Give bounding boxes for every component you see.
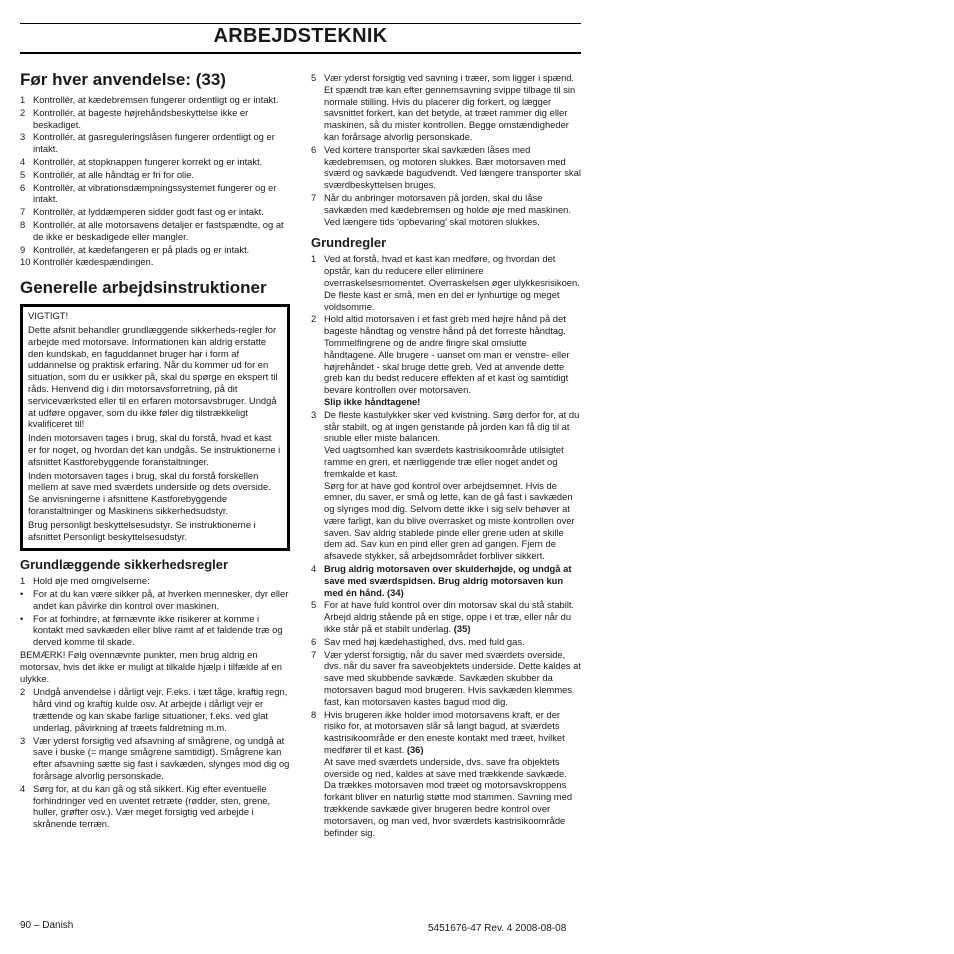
header-rule-top xyxy=(20,23,581,24)
left-column xyxy=(20,70,290,831)
list-item xyxy=(20,169,290,181)
list-text: Hold øje med omgivelserne: xyxy=(33,575,150,587)
section-title-basic-safety: Grundlæggende sikkerhedsregler xyxy=(20,557,229,573)
list-text: Kontrollér, at bageste højrehåndsbeskyttelse ikke er beskadiget. xyxy=(33,106,249,130)
list-number: 3 xyxy=(20,734,26,746)
list-text: Vær yderst forsigtig ved savning i træer, som ligger i spænd. Et spændt træ kan efter gennemsavning svippe tilbage til sin normale stilling. Hvis du placerer dig forkert, og lægger savsnittet forkert, kan det betyde, at træet rammer dig eller maskinen, så du mister kontrollen. Begge omstændigheder kan forårsage alvorlig personskade. xyxy=(324,72,576,142)
figure-ref: (36) xyxy=(406,744,424,756)
list-text: Vær yderst forsigtig, når du saver med sværdets overside, dvs. når du saver fra saveobjektets underside. Dette kaldes at save med skubbende savkæde. Savkæden skubber da motorsaven bagud mod brugeren. Hvis savkæden klemmes fast, kan motorsaven kastes bagud mod dig. xyxy=(324,648,581,707)
list-item xyxy=(20,182,290,206)
list-item xyxy=(311,144,581,191)
list-text: Kontrollér, at gasreguleringslåsen fungerer ordentligt og er intakt. xyxy=(33,131,275,155)
list-item xyxy=(311,72,581,143)
section-title-before-use: Før hver anvendelse: (33) xyxy=(20,70,226,89)
list-number: 5 xyxy=(311,72,317,83)
list-number: 2 xyxy=(311,313,317,325)
bullet-item xyxy=(20,588,290,612)
list-item xyxy=(311,709,581,839)
list-text: For at have fuld kontrol over din motorsav skal du stå stabilt. Arbejd aldrig stående på en stige, oppe i et træ, eller når du ikke står på et stabilt underlag. xyxy=(324,599,575,635)
list-number: 6 xyxy=(311,143,317,155)
list-item xyxy=(20,686,290,733)
list-item xyxy=(311,649,581,708)
list-number: 1 xyxy=(311,253,317,265)
bullet-text: For at du kan være sikker på, at hverken mennesker, dyr eller andet kan påvirke din kontrol over maskinen. xyxy=(33,588,289,611)
list-item xyxy=(20,94,290,106)
page-number: 90 – Danish xyxy=(20,920,74,931)
list-number: 2 xyxy=(20,106,26,118)
list-text: Undgå anvendelse i dårligt vejr. F.eks. i tæt tåge, kraftig regn, hård vind og kraftig kulde osv. At arbejde i dårligt vejr er trættende og kan skabe farlige situationer, f.eks. ved glat underlag, påvirkning af træets faldretning m.m. xyxy=(33,686,288,733)
list-number: 8 xyxy=(20,218,26,230)
page-title: ARBEJDSTEKNIK xyxy=(213,25,388,47)
list-number: 2 xyxy=(20,686,26,698)
list-item xyxy=(311,599,581,634)
list-item xyxy=(20,131,290,155)
document-reference: 5451676-47 Rev. 4 2008-08-08 xyxy=(428,923,567,934)
list-text: Kontrollér kædespændingen. xyxy=(33,256,154,268)
list-text: Hvis brugeren ikke holder imod motorsavens kraft, er der risiko for, at motorsaven slår så langt bagud, at sværdets kastrisikoområde er den eneste kontakt med træet, hvilket medfører til et kast. xyxy=(324,708,565,756)
list-number: 1 xyxy=(20,94,26,105)
notice-paragraph: Inden motorsaven tages i brug, skal du forstå, hvad et kast er for noget, og hvordan det kan undgås. Se instruktionerne i afsnittet Kastforebyggende foranstaltninger. xyxy=(28,432,281,467)
important-notice-box xyxy=(20,304,290,551)
list-number: 4 xyxy=(20,782,26,794)
list-text: Kontrollér, at lyddæmperen sidder godt fast og er intakt. xyxy=(33,206,264,218)
notice-paragraph: Inden motorsaven tages i brug, skal du forstå forskellen mellem at save med sværdets underside og dets overside. Se anvisningerne i afsnittene Kastforebyggende foranstaltninger og Maskinens sikkerhedsudstyr. xyxy=(28,469,271,516)
bullet-icon: • xyxy=(20,612,24,624)
section-title-basic-rules: Grundregler xyxy=(311,235,387,251)
header-rule-bottom xyxy=(20,52,581,54)
list-item xyxy=(311,636,581,648)
list-text: Kontrollér, at alle håndtag er fri for olie. xyxy=(33,168,195,180)
list-number: 8 xyxy=(311,708,317,720)
list-continuation: Sørg for at have god kontrol over arbejdsemnet. Hvis de emner, du saver, er små og lette, kan de gå fast i savkæden og slynges mod dig. Selvom dette ikke i sig selv behøver at være farligt, kan du blive overrasket og miste kontrollen over saven. Sav aldrig stablede pinde eller grene uden at skille dem ad. Sav kun en pind eller gren ad gangen. Fjern de afsavede stykker, så arbejdsområdet forbliver sikkert. xyxy=(324,479,575,562)
list-item xyxy=(311,409,581,562)
list-number: 7 xyxy=(311,191,317,203)
list-item xyxy=(20,244,290,256)
list-continuation: At save med sværdets underside, dvs. save fra objektets overside og ned, kaldes at save med trækkende savkæde. Da trækkes motorsaven mod træet og motorsavskroppens forkant bliver en naturlig støtte mod stammen. Savning med trækkende savkæde giver brugeren bedre kontrol over motorsaven, og man ved, hvor sværdets kastrisikoområde befinder sig. xyxy=(324,755,573,838)
list-number: 7 xyxy=(20,206,26,218)
list-continuation: Ved uagtsomhed kan sværdets kastrisikoområde utilsigtet ramme en gren, et nærliggende træ eller noget andet og fremkalde et kast. xyxy=(324,444,564,479)
list-text: Kontrollér, at stopknappen fungerer korrekt og er intakt. xyxy=(33,155,263,167)
list-item xyxy=(311,313,581,407)
list-number: 1 xyxy=(20,575,26,587)
list-text: Når du anbringer motorsaven på jorden, skal du låse savkæden med kædebremsen og holde øje med maskinen. Ved længere tids 'opbevaring' skal motoren slukkes. xyxy=(324,191,572,227)
bullet-text: For at forhindre, at førnævnte ikke risikerer at komme i kontakt med savkæden eller blive ramt af et faldende træ og derved komme til skade. xyxy=(33,612,283,648)
list-item xyxy=(20,156,290,168)
list-item xyxy=(311,192,581,227)
list-text: De fleste kastulykker sker ved kvistning. Sørg derfor for, at du står stabilt, og at ingen genstande på jorden kan få dig til at snuble eller miste balancen. xyxy=(324,408,580,444)
checklist xyxy=(20,94,290,268)
list-number: 5 xyxy=(311,599,317,611)
list-text: Kontrollér, at vibrationsdæmpningssystemet fungerer og er intakt. xyxy=(33,181,277,205)
list-number: 4 xyxy=(20,155,26,167)
list-number: 10 xyxy=(20,256,31,268)
list-number: 3 xyxy=(311,408,317,420)
list-number: 3 xyxy=(20,131,26,143)
list-text: Ved at forstå, hvad et kast kan medføre, og hvordan det opstår, kan du reducere eller eliminere overraskelsesmomentet. Overraskelsen øger ulykkesrisikoen. De fleste kast er små, men en del er lynhurtige og meget voldsomme. xyxy=(324,253,580,312)
notice-heading: VIGTIGT! xyxy=(28,310,69,322)
list-text: Kontrollér, at kædefangeren er på plads og er intakt. xyxy=(33,243,250,255)
section-title-general-instructions: Generelle arbejdsinstruktioner xyxy=(20,278,267,298)
list-number: 6 xyxy=(20,181,26,193)
list-item xyxy=(20,219,290,243)
list-number: 4 xyxy=(311,563,317,575)
list-item xyxy=(20,256,290,268)
list-number: 5 xyxy=(20,168,26,180)
list-item xyxy=(311,253,581,312)
list-text: Vær yderst forsigtig ved afsavning af smågrene, og undgå at save i buske (= mange smågrene samtidigt). Smågrene kan efter afsavning sætte sig fast i savkæden, slynges mod dig og forårsage alvorlig personskade. xyxy=(33,734,290,782)
list-item xyxy=(20,575,290,587)
list-text: Kontrollér, at kædebremsen fungerer ordentligt og er intakt. xyxy=(33,94,279,105)
note-paragraph: BEMÆRK! Følg ovennævnte punkter, men brug aldrig en motorsav, hvis det ikke er muligt at tilkalde hjælp i tilfælde af en ulykke. xyxy=(20,649,282,684)
list-item xyxy=(20,206,290,218)
list-item xyxy=(311,563,581,598)
bullet-icon: • xyxy=(20,588,24,600)
right-column xyxy=(311,72,581,839)
list-item xyxy=(20,107,290,131)
list-number: 6 xyxy=(311,635,317,647)
list-text: Ved kortere transporter skal savkæden låses med kædebremsen, og motoren slukkes. Bær motorsaven med sværd og savkæde bagudvendt. Ved længere transporter skal sværdbeskyttelsen bruges. xyxy=(324,143,581,191)
figure-ref: (35) xyxy=(453,623,471,635)
notice-paragraph: Dette afsnit behandler grundlæggende sikkerheds-regler for arbejde med motorsave. Informationen kan aldrig erstatte den kundskab, en faguddannet bruger har i form af uddannelse og praktisk erfaring. Når du kommer ud for en situation, som du er usikker på, skal du spørge en ekspert til råds. Henvend dig i din motorsavsforretning, på dit serviceværksted eller til en erfaren motorsavsbruger. Undgå at udføre opgaver, som du ikke føler dig tilstrækkeligt kvalificeret til! xyxy=(28,323,278,430)
list-item xyxy=(20,783,290,830)
bullet-item xyxy=(20,613,290,648)
list-number: 9 xyxy=(20,243,26,255)
list-text: Kontrollér, at alle motorsavens detaljer er fastspændte, og at de ikke er beskadigede eller mangler. xyxy=(33,218,284,242)
list-emphasis: Brug aldrig motorsaven over skulderhøjde, og undgå at save med sværdspidsen. Brug aldrig motorsaven kun med én hånd. (34) xyxy=(324,563,572,598)
list-text: Sav med høj kædehastighed, dvs. med fuld gas. xyxy=(324,635,525,647)
notice-paragraph: Brug personligt beskyttelsesudstyr. Se instruktionerne i afsnittet Personligt beskyttelsesudstyr. xyxy=(28,518,256,542)
list-emphasis: Slip ikke håndtagene! xyxy=(324,395,421,407)
list-text: Sørg for, at du kan gå og stå sikkert. Kig efter eventuelle forhindringer ved en uventet retræte (rødder, sten, grene, huller, grøfter osv.). Vær meget forsigtig ved arbejde i skrånende terræn. xyxy=(33,782,271,830)
list-item xyxy=(20,735,290,782)
list-number: 7 xyxy=(311,648,317,660)
list-text: Hold altid motorsaven i et fast greb med højre hånd på det bageste håndtag og venstre hånd på det forreste håndtag. Tommelfingrene og de andre fingre skal omslutte håndtagene. Alle brugere - uanset om man er venstre- eller højrehåndet - skal bruge dette greb. Ved at anvende dette greb kan du bedst reducere effekten af et kast og samtidigt bevare kontrollen over motorsaven. xyxy=(324,313,570,396)
